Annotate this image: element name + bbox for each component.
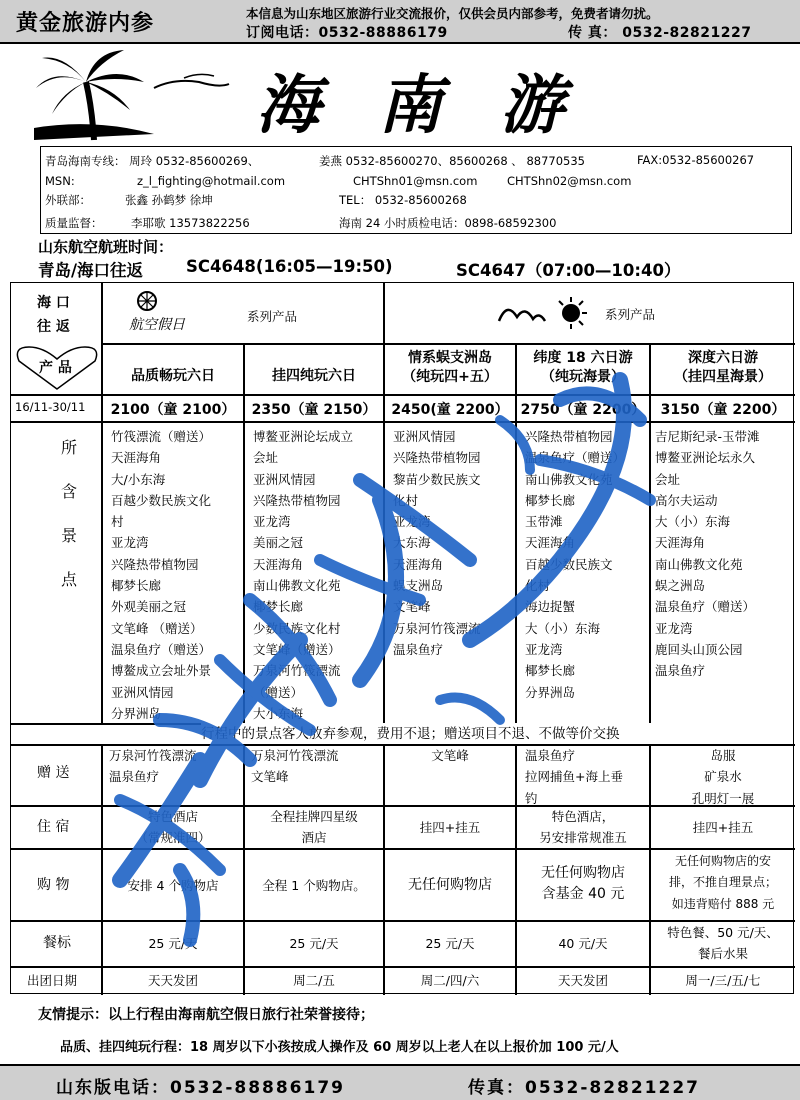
hero	[0, 48, 800, 144]
depart-col-3: 周二/四/六	[420, 973, 480, 988]
spots-col-4	[525, 426, 647, 703]
spot-item: 外观美丽之冠	[111, 599, 187, 615]
spot-item: 椰梦长廊	[525, 663, 576, 679]
spot-item: 村	[111, 514, 124, 530]
gift-col-1	[109, 745, 197, 788]
cell-line: 无任何购物店	[541, 865, 625, 881]
hotel-col-4	[517, 806, 649, 849]
spot-item: 大/小东海	[111, 471, 166, 487]
product-4-name	[517, 349, 649, 387]
spot-item: 大（小）东海	[525, 620, 601, 636]
depart-col-2: 周二/五	[293, 973, 335, 988]
member-notice: 本信息为山东地区旅游行业交流报价，仅供会员内部参考，免费者请勿扰。	[246, 6, 659, 21]
meal-col-4	[517, 933, 649, 954]
spot-item: 南山佛教文化苑	[655, 556, 743, 572]
cell-line: 全程 1 个购物店。	[262, 878, 366, 893]
date-range: 16/11-30/11	[15, 400, 86, 414]
cell-line: 温泉鱼疗	[109, 769, 160, 785]
meal-col-2	[245, 933, 383, 954]
spot-item: 亚洲风情园	[253, 471, 316, 487]
spot-item: 温泉鱼疗（赠送）	[525, 450, 626, 466]
spot-item: 兴隆热带植物园	[253, 492, 341, 508]
depart-col-4: 天天发团	[557, 973, 608, 988]
spot-item: 百越少数民族文	[525, 556, 613, 572]
palm-tree-icon	[34, 48, 234, 144]
spot-item: 文笔峰 （赠送）	[111, 620, 203, 636]
shop-col-4	[517, 863, 649, 906]
spot-item: 天涯海角	[111, 450, 162, 466]
itinerary-table	[10, 282, 794, 994]
spot-item: 椰梦长廊	[111, 578, 162, 594]
spots-label-2: 含	[60, 482, 77, 501]
spot-item: 大（小）东海	[655, 514, 731, 530]
meal-col-5	[651, 922, 795, 965]
shop-label: 购 物	[37, 877, 70, 893]
spot-item: 海边捉蟹	[525, 599, 576, 615]
corner-bottom: 往 返	[37, 319, 70, 335]
spot-item: 化村	[525, 578, 551, 594]
spot-item: 高尔夫运动	[655, 492, 718, 508]
spot-item: 少数民族文化村	[253, 620, 341, 636]
ext-tel: TEL： 0532-85600268	[339, 193, 467, 207]
msn-3: CHTShn02@msn.com	[507, 174, 632, 188]
cell-line: 另安排常规准五	[539, 830, 627, 846]
cell-line: 特色酒店，	[551, 809, 615, 824]
cell-line: 25 元/天	[148, 936, 198, 951]
spot-item: 吉尼斯纪录-玉带滩	[655, 429, 760, 444]
product-2-price: 2350（童 2150）	[251, 402, 377, 418]
spot-item: 温泉鱼疗（赠送）	[655, 599, 756, 615]
product-4-price: 2750（童 2200）	[520, 402, 646, 418]
spot-item: 天涯海角	[253, 556, 304, 572]
spots-label-4: 点	[60, 570, 77, 589]
spot-item: 亚龙湾	[111, 535, 149, 551]
product-5-name-a: 深度六日游	[688, 350, 758, 366]
spot-item: 亚龙湾	[525, 641, 563, 657]
gift-col-3	[385, 745, 515, 766]
spot-item: 文笔峰（赠送）	[253, 641, 341, 657]
spot-item: 大小东海	[253, 705, 304, 721]
top-fax: 传 真： 0532-82821227	[568, 25, 752, 41]
spot-item: 鹿回头山顶公园	[655, 641, 743, 657]
cell-line: 矿泉水	[704, 769, 742, 785]
qc-person: 李耶歌 13573822256	[131, 216, 250, 230]
spot-item: 黎苗少数民族文	[393, 471, 481, 487]
shop-col-3	[385, 875, 515, 896]
product-3-name	[385, 349, 515, 387]
contact-line1b: 姜燕 0532-85600270、85600268 、 88770535	[319, 154, 585, 168]
cell-line: 含基金 40 元	[541, 886, 625, 903]
depart-label: 出团日期	[27, 973, 78, 988]
cell-line: 如违背赔付 888 元	[671, 896, 775, 911]
cell-line: 排，不推自理景点；	[668, 875, 777, 890]
spots-col-2	[253, 426, 381, 724]
spot-item: 博鳌亚洲论坛永久	[655, 450, 756, 466]
cell-line: 拉网捕鱼+海上垂	[525, 769, 623, 785]
spot-item: 分界洲岛	[525, 684, 576, 700]
product-4-name-b: （纯玩海景）	[541, 369, 625, 385]
cell-line: 全程挂牌四星级	[270, 809, 358, 824]
product-3-price: 2450(童 2200）	[391, 402, 509, 418]
product-2-name: 挂四纯玩六日	[272, 368, 356, 384]
spot-item: 博鳌亚洲论坛成立	[253, 429, 354, 444]
meal-label: 餐标	[43, 935, 71, 951]
flight-heading: 山东航空航班时间：	[38, 238, 174, 256]
spot-item: 万泉河竹筏漂流	[253, 663, 341, 679]
product-3-name-a: 情系蜈支洲岛	[408, 350, 492, 366]
cell-line: 孔明灯一展	[691, 790, 755, 806]
contact-fax: FAX:0532-85600267	[637, 153, 755, 167]
top-banner	[0, 0, 800, 44]
spot-item: 会址	[253, 450, 279, 466]
corner-top: 海 口	[37, 295, 70, 311]
spot-item: 温泉鱼疗	[393, 641, 444, 657]
shop-col-1	[103, 875, 243, 896]
cell-line: 挂四+挂五	[692, 820, 754, 835]
itinerary-note: 行程中的景点客人放弃参观，费用不退；赠送项目不退、不做等价交换	[201, 726, 620, 742]
brand-title: 黄金旅游内参	[16, 11, 155, 36]
spot-item: 会址	[655, 471, 681, 487]
spot-item: 博鳌成立会址外景	[111, 663, 212, 679]
spot-item: 万泉河竹筏漂流	[393, 620, 481, 636]
depart-col-5: 周一/三/五/七	[685, 973, 761, 988]
spots-col-3	[393, 426, 513, 660]
spot-item: 椰梦长廊	[253, 599, 304, 615]
cell-line: 餐后水果	[697, 946, 748, 962]
qc-label: 质量监督：	[45, 216, 103, 230]
spot-item: 亚龙湾	[655, 620, 693, 636]
spot-item: 美丽之冠	[253, 535, 304, 551]
spot-item: 温泉鱼疗（赠送）	[111, 641, 212, 657]
spot-item: 亚洲风情园	[111, 684, 174, 700]
spot-item: 南山佛教文化苑	[253, 578, 341, 594]
bottom-banner	[0, 1064, 800, 1100]
product-label: 产 品	[39, 360, 72, 376]
cell-line: 钓	[525, 790, 538, 806]
cell-line: 无任何购物店	[408, 877, 492, 893]
flight-return: SC4647（07:00—10:40）	[456, 261, 681, 280]
page-title: 海南游	[256, 68, 622, 143]
msn-2: CHTShn01@msn.com	[353, 174, 478, 188]
spot-item: 亚龙湾	[393, 514, 431, 530]
cell-line: 酒店	[301, 830, 327, 846]
cell-line: 文笔峰	[251, 769, 289, 785]
product-4-name-a: 纬度 18 六日游	[533, 350, 633, 366]
qc-hotline: 海南 24 小时质检电话：0898-68592300	[339, 216, 557, 230]
series2-label: 系列产品	[605, 307, 656, 322]
spot-item: 化村	[393, 492, 419, 508]
spots-col-1	[111, 426, 241, 724]
spots-label-3: 景	[60, 526, 77, 545]
flight-outbound: SC4648(16:05—19:50)	[186, 257, 393, 276]
contact-line1: 青岛海南专线： 周玲 0532-85600269、	[45, 154, 260, 168]
ext-people: 张鑫 孙鹤梦 徐坤	[125, 193, 213, 207]
product-5-name-b: （挂四星海景）	[674, 369, 772, 385]
flight-route: 青岛/海口往返	[38, 261, 144, 280]
series1-label: 系列产品	[247, 309, 298, 324]
spot-item: 百越少数民族文化	[111, 492, 212, 508]
logo1-text: 航空假日	[129, 317, 185, 333]
cell-line: 万泉河竹筏漂流	[109, 748, 197, 763]
gift-col-4	[525, 745, 623, 809]
product-5-price: 3150（童 2200）	[660, 402, 786, 418]
shop-col-2	[245, 875, 383, 896]
sun-logo	[495, 295, 595, 331]
age-policy: 品质、挂四纯玩行程：18 周岁以下小孩按成人操作及 60 周岁以上老人在以上报价加 100 元/人	[60, 1040, 619, 1055]
airline-holiday-logo	[125, 287, 205, 337]
spot-item: 天涯海角	[525, 535, 576, 551]
spot-item: 文笔峰	[393, 599, 431, 615]
spots-col-5	[655, 426, 793, 682]
spot-item: 蜈支洲岛	[393, 578, 444, 594]
cell-line: 40 元/天	[558, 936, 608, 951]
cell-line: （常规准四）	[135, 830, 211, 846]
spots-label-1: 所	[60, 438, 77, 457]
bottom-fax: 传真：0532-82821227	[468, 1078, 700, 1098]
spot-item: 温泉鱼疗	[655, 663, 706, 679]
cell-line: 挂四+挂五	[419, 820, 481, 835]
spot-item: 椰梦长廊	[525, 492, 576, 508]
cell-line: 岛服	[710, 748, 736, 763]
product-3-name-b: （纯玩四+五）	[402, 369, 498, 385]
cell-line: 无任何购物店的安	[674, 854, 771, 868]
product-1-price: 2100（童 2100）	[110, 402, 236, 418]
spot-item: 蜈之洲岛	[655, 578, 706, 594]
msn-1: z_l_fighting@hotmail.com	[137, 174, 286, 188]
spot-item: 天涯海角	[655, 535, 706, 551]
bottom-phone: 山东版电话：0532-88886179	[56, 1078, 345, 1098]
meal-col-1	[103, 933, 243, 954]
hotel-label: 住 宿	[37, 819, 70, 835]
contact-box	[40, 146, 792, 234]
ext-label: 外联部：	[45, 193, 91, 207]
friendly-tip: 友情提示：以上行程由海南航空假日旅行社荣誉接待；	[38, 1007, 374, 1023]
spot-item: 亚龙湾	[253, 514, 291, 530]
spot-item: 兴隆热带植物园	[525, 429, 613, 444]
cell-line: 25 元/天	[289, 936, 339, 951]
gift-col-2	[251, 745, 339, 788]
product-1-name: 品质畅玩六日	[131, 368, 215, 384]
cell-line: 安排 4 个购物店	[127, 878, 219, 893]
cell-line: 文笔峰	[431, 748, 469, 763]
hotel-col-5	[651, 817, 795, 838]
depart-col-1: 天天发团	[147, 973, 198, 988]
spots-label	[57, 433, 81, 595]
cell-line: 25 元/天	[425, 936, 475, 951]
spot-item: 大东海	[393, 535, 431, 551]
spot-item: 玉带滩	[525, 514, 563, 530]
spot-item: 兴隆热带植物园	[111, 556, 199, 572]
cell-line: 温泉鱼疗	[525, 748, 576, 763]
cell-line: 特色酒店	[147, 809, 198, 824]
flight-line	[38, 257, 681, 281]
hotel-col-1	[103, 806, 243, 849]
cell-line: 特色餐、50 元/天、	[667, 925, 779, 940]
spot-item: 兴隆热带植物园	[393, 450, 481, 466]
spot-item: 分界洲岛	[111, 705, 162, 721]
spot-item: 竹筏漂流（赠送）	[111, 429, 212, 444]
spot-item: 亚洲风情园	[393, 429, 456, 444]
cell-line: 万泉河竹筏漂流	[251, 748, 339, 763]
gift-col-5	[651, 745, 795, 809]
msn-label: MSN:	[45, 174, 75, 188]
hotel-col-2	[245, 806, 383, 849]
spot-item: 南山佛教文化苑	[525, 471, 613, 487]
shop-col-5	[651, 851, 795, 915]
product-5-name	[651, 349, 795, 387]
spot-item: 天涯海角	[393, 556, 444, 572]
subscribe-phone: 订阅电话：0532-88886179	[246, 25, 448, 41]
spot-item: （赠送）	[253, 684, 304, 700]
gift-label: 赠 送	[37, 765, 70, 781]
meal-col-3	[385, 933, 515, 954]
hotel-col-3	[385, 817, 515, 838]
